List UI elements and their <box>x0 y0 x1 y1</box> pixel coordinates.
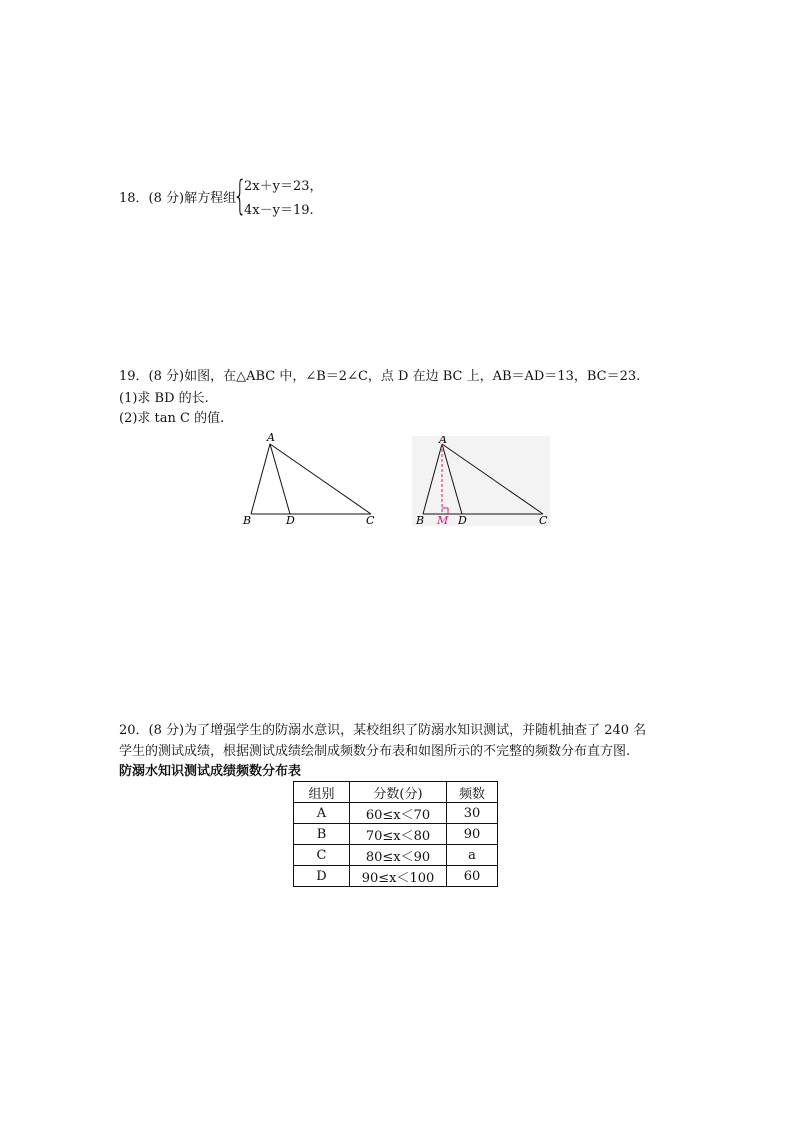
system-brace: { <box>233 173 247 219</box>
cell-frequency: 90 <box>447 824 498 845</box>
q20-stem-line1: 20．(8 分)为了增强学生的防溺水意识，某校组织了防溺水知识测试，并随机抽查了 240 名 <box>119 723 647 738</box>
q19-stem: 19．(8 分)如图，在△ABC 中，∠B＝2∠C，点 D 在边 BC 上，AB＝AD＝13，BC＝23. <box>119 369 641 384</box>
figure-background <box>412 436 550 526</box>
cell-score: 80≤x＜90 <box>350 845 447 866</box>
label-b: B <box>416 514 425 527</box>
q19-part2: (2)求 tan C 的值. <box>119 411 225 426</box>
cell-frequency: a <box>447 845 498 866</box>
cell-group: C <box>294 845 350 866</box>
label-b: B <box>243 514 252 527</box>
cell-group: A <box>294 803 350 824</box>
q18-equation-2: 4x－y＝19. <box>244 203 314 218</box>
cell-frequency: 60 <box>447 866 498 887</box>
label-d: D <box>286 514 295 527</box>
table-header-row <box>294 782 498 803</box>
table-row <box>294 803 498 824</box>
cell-group: D <box>294 866 350 887</box>
q18-equation-1: 2x＋y＝23， <box>244 179 323 194</box>
table-row <box>294 824 498 845</box>
header-score: 分数(分) <box>350 782 447 803</box>
triangle-figure-2 <box>412 436 552 530</box>
q18-prefix: 18．(8 分)解方程组 <box>119 191 237 206</box>
label-a: A <box>439 436 447 446</box>
label-m: M <box>437 514 449 527</box>
table-caption: 防溺水知识测试成绩频数分布表 <box>119 764 302 779</box>
triangle-figure-1 <box>240 432 390 532</box>
segment-ab <box>251 444 270 514</box>
frequency-table <box>293 781 498 887</box>
cell-frequency: 30 <box>447 803 498 824</box>
table-row <box>294 845 498 866</box>
segment-ad <box>270 444 290 514</box>
q20-stem-line2: 学生的测试成绩，根据测试成绩绘制成频数分布表和如图所示的不完整的频数分布直方图. <box>119 744 631 759</box>
cell-score: 70≤x＜80 <box>350 824 447 845</box>
cell-group: B <box>294 824 350 845</box>
label-d: D <box>458 514 467 527</box>
label-c: C <box>366 514 375 527</box>
label-a: A <box>267 432 275 444</box>
table-row <box>294 866 498 887</box>
label-c: C <box>539 514 548 527</box>
segment-ac <box>270 444 371 514</box>
cell-score: 60≤x＜70 <box>350 803 447 824</box>
q19-part1: (1)求 BD 的长. <box>119 391 209 406</box>
cell-score: 90≤x＜100 <box>350 866 447 887</box>
header-frequency: 频数 <box>447 782 498 803</box>
header-group: 组别 <box>294 782 350 803</box>
